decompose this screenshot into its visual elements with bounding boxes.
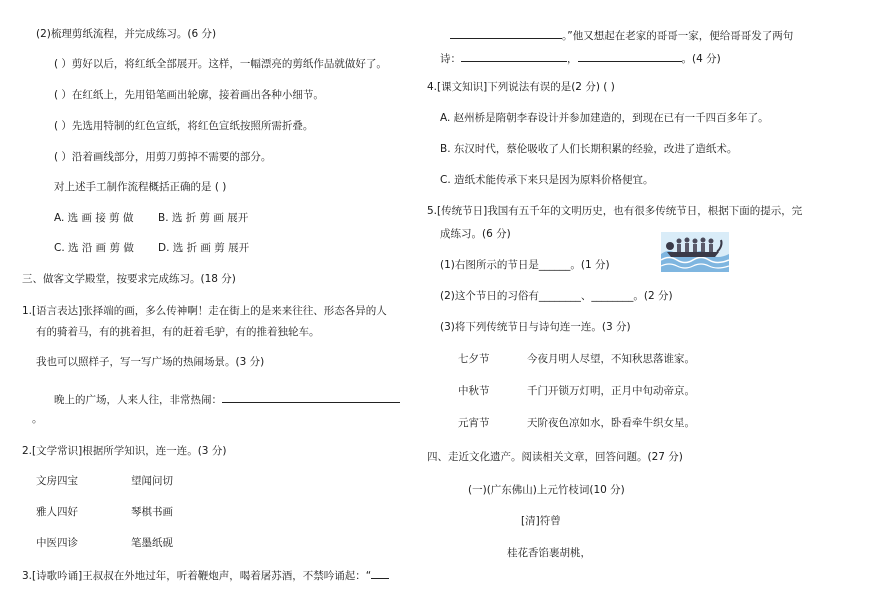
q3-continued-text: 。”他又想起在老家的哥哥一家，便给哥哥发了两句 xyxy=(562,30,794,42)
match-right-item: 望闻问切 xyxy=(131,475,173,487)
section-four-heading: 四、走近文化遗产。阅读相关文章，回答问题。(27 分) xyxy=(427,451,683,463)
answer-blank[interactable] xyxy=(222,391,400,403)
step-item: ( ）剪好以后，将红纸全部展开。这样，一幅漂亮的剪纸作品就做好了。 xyxy=(54,58,387,70)
q3-text-body: 3.[诗歌吟诵]王叔叔在外地过年，听着鞭炮声，喝着屠苏酒，不禁吟诵起：“ xyxy=(22,570,372,582)
step-item: ( ）沿着画线部分，用剪刀剪掉不需要的部分。 xyxy=(54,151,272,163)
match-right-item: 笔墨纸砚 xyxy=(131,537,173,549)
poem-score: 。(4 分) xyxy=(681,53,721,65)
q5-sub1: (1)右图所示的节日是______。(1 分) xyxy=(440,259,610,271)
match-left-item: 文房四宝 xyxy=(36,475,78,487)
dragon-boat-icon xyxy=(661,232,729,272)
q1-prompt xyxy=(54,391,400,407)
poem-separator: ， xyxy=(567,53,578,65)
match-left-item: 雅人四好 xyxy=(36,506,78,518)
festival-item: 七夕节 xyxy=(458,353,490,365)
festival-item: 中秋节 xyxy=(458,385,490,397)
q1-text: 有的骑着马，有的挑着担，有的赶着毛驴，有的推着独轮车。 xyxy=(36,326,320,338)
poem-item: 千门开锁万灯明，正月中旬动帝京。 xyxy=(527,385,695,397)
question-flow: 对上述手工制作流程概括正确的是 ( ) xyxy=(54,181,227,193)
step-item: ( ）在红纸上，先用铅笔画出轮廓，接着画出各种小细节。 xyxy=(54,89,324,101)
option-b: B. 选 折 剪 画 展开 xyxy=(158,212,249,224)
q2-heading: (2)梳理剪纸流程，并完成练习。(6 分) xyxy=(36,28,217,40)
q5-text: 5.[传统节日]我国有五千年的文明历史，也有很多传统节日，根据下面的提示，完 xyxy=(427,205,803,217)
option-d: D. 选 折 画 剪 展开 xyxy=(158,242,250,254)
q1-end-mark: 。 xyxy=(32,413,43,425)
q3-text xyxy=(22,567,389,583)
q4-option-a: A. 赵州桥是隋朝李春设计并参加建造的，到现在已有一千四百多年了。 xyxy=(440,112,769,124)
festival-item: 元宵节 xyxy=(458,417,490,429)
q2-literature: 2.[文学常识]根据所学知识，连一连。(3 分) xyxy=(22,445,227,457)
poem-item: 天阶夜色凉如水，卧看牵牛织女星。 xyxy=(527,417,695,429)
section-three-heading: 三、做客文学殿堂，按要求完成练习。(18 分) xyxy=(22,273,236,285)
answer-blank[interactable] xyxy=(371,567,389,579)
option-a: A. 选 画 接 剪 做 xyxy=(54,212,134,224)
q5-text: 成练习。(6 分) xyxy=(440,228,511,240)
q1-prompt-text: 晚上的广场，人来人往，非常热闹： xyxy=(54,394,222,406)
q1-text: 1.[语言表达]张择端的画，多么传神啊！走在街上的是来来往往、形态各异的人 xyxy=(22,305,387,317)
poem-author: [清]符曾 xyxy=(521,515,561,527)
match-left-item: 中医四诊 xyxy=(36,537,78,549)
step-item: ( ）先选用特制的红色宣纸，将红色宣纸按照所需折叠。 xyxy=(54,120,314,132)
match-right-item: 琴棋书画 xyxy=(131,506,173,518)
q4-option-b: B. 东汉时代，蔡伦吸收了人们长期积累的经验，改进了造纸术。 xyxy=(440,143,738,155)
q5-sub2: (2)这个节日的习俗有________、________。(2 分) xyxy=(440,290,673,302)
reading-title: (一)(广东佛山)上元竹枝词(10 分) xyxy=(468,484,625,496)
q5-sub3: (3)将下列传统节日与诗句连一连。(3 分) xyxy=(440,321,631,333)
q3-continued xyxy=(450,27,793,43)
answer-blank[interactable] xyxy=(578,50,682,62)
option-c: C. 选 沿 画 剪 做 xyxy=(54,242,134,254)
q3-poem-blanks xyxy=(440,50,721,66)
q4-option-c: C. 造纸术能传承下来只是因为原料价格便宜。 xyxy=(440,174,654,186)
dragon-boat-festival-image xyxy=(661,232,729,272)
answer-blank[interactable] xyxy=(461,50,567,62)
poem-label: 诗： xyxy=(440,53,461,65)
q1-text: 我也可以照样子，写一写广场的热闹场景。(3 分) xyxy=(36,356,265,368)
answer-blank[interactable] xyxy=(450,27,562,39)
poem-line: 桂花香馅裹胡桃， xyxy=(507,547,591,559)
poem-item: 今夜月明人尽望，不知秋思落谁家。 xyxy=(527,353,695,365)
q4-heading: 4.[课文知识]下列说法有误的是(2 分) ( ) xyxy=(427,81,615,93)
